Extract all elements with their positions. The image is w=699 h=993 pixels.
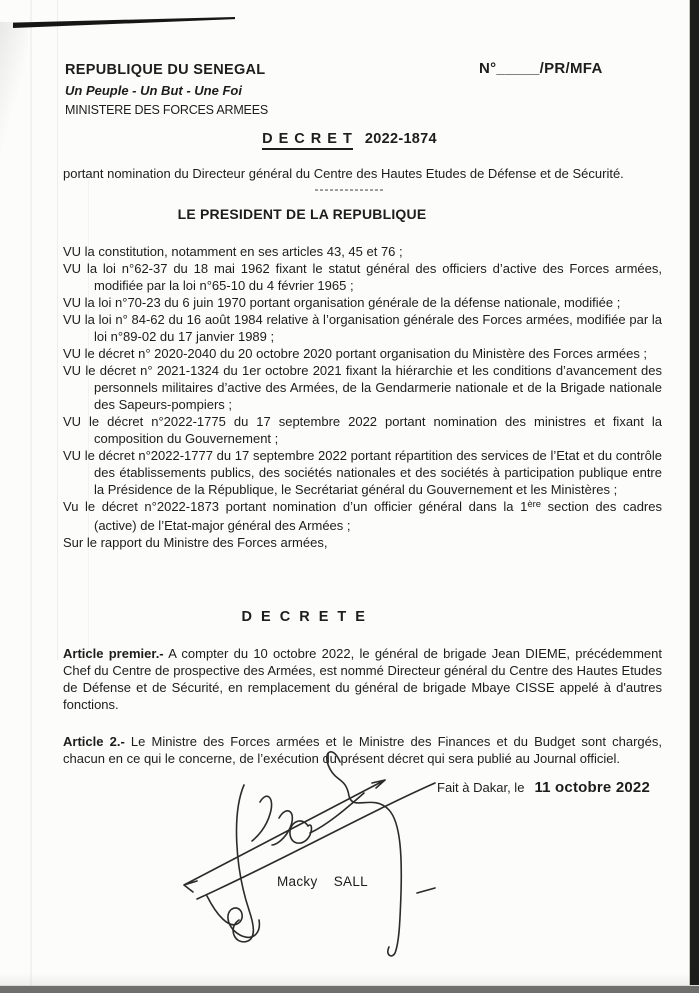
visa-item: VU la constitution, notamment en ses articles 43, 45 et 76 ; [63, 244, 403, 259]
dateline [437, 779, 650, 796]
visa-text-before: Vu le décret n°2022-1873 portant nomination d’un officier général dans la 1 [63, 499, 528, 514]
visa-item: VU le décret n° 2020-2040 du 20 octobre 2020 portant organisation du Ministère des Forces armées ; [63, 346, 648, 361]
ministry-name: MINISTERE DES FORCES ARMEES [65, 103, 268, 117]
decree-word: D E C R E T [262, 131, 353, 150]
handwritten-signature [127, 738, 467, 991]
signatory-name: Macky SALL [277, 874, 368, 889]
article-premier-text: A compter du 10 octobre 2022, le général de brigade Jean DIEME, précédemment Chef du Centre de prospective des Armées, est nommé Directeur général du Centre des Hautes Etudes de Défense et de Sécurité, en remplacement du général de brigade Mbaye CISSE appelé à d'autres fonctions. [63, 646, 662, 712]
signature-stroke [272, 811, 292, 845]
scan-right-edge-shadow [689, 0, 699, 993]
decrete-heading: D E C R E T E [241, 609, 368, 625]
republic-title: REPUBLIQUE DU SENEGAL [65, 62, 266, 78]
article-2-text: Le Ministre des Forces armées et le Ministre des Finances et du Budget sont chargés, chacun en ce qui le concerne, de l’exécution du présent décret qui sera publié au Journal officiel. [63, 734, 662, 766]
letterhead [65, 62, 268, 119]
scan-top-edge-mark [13, 16, 235, 28]
visa-item: VU le décret n° 2021-1324 du 1er octobre 2021 fixant la hiérarchie et les conditions d’avancement des personnels militaires d’active des Armées, de la Gendarmerie nationale et de la Brigade nationale des Sapeurs-pompiers ; [63, 363, 662, 412]
signature-stroke [233, 785, 253, 942]
visa-item: VU la loi n° 84-62 du 16 août 1984 relative à l’organisation générale des Forces armées, modifiée par la loi n°89-02 du 17 janvier 1989 ; [63, 312, 662, 344]
article-premier [63, 645, 662, 713]
dateline-prefix: Fait à Dakar, le [437, 780, 525, 795]
dateline-date: 11 octobre 2022 [534, 779, 651, 796]
decree-title [0, 131, 699, 148]
decree-reference-number: N°_____/PR/MFA [479, 60, 603, 77]
report-line: Sur le rapport du Ministre des Forces armées, [63, 535, 328, 550]
dashed-separator: -------------- [314, 182, 385, 196]
paper-fold-line [57, 0, 58, 660]
signature-stroke [417, 888, 435, 893]
signature-stroke [327, 752, 402, 956]
visa-list [63, 243, 662, 551]
visa-item [63, 498, 662, 534]
ordinal-superscript: ère [527, 499, 542, 510]
national-motto: Un Peuple - Un But - Une Foi [65, 83, 242, 98]
visa-item: VU la loi n°70-23 du 6 juin 1970 portant organisation générale de la défense nationale, modifiée ; [63, 295, 621, 310]
article-2-label: Article 2.- [63, 734, 125, 749]
president-heading: LE PRESIDENT DE LA REPUBLIQUE [177, 206, 427, 222]
visa-item: VU le décret n°2022-1777 du 17 septembre 2022 portant répartition des services de l’Etat et du contrôle des établissements publics, des sociétés nationales et des sociétés à participation publique entre la Présidence de la République, le Secrétariat général du Gouvernement et les Ministères ; [63, 448, 662, 497]
visa-text-after: section des cadres (active) de l’Etat-major général des Armées ; [94, 499, 662, 533]
decree-subject: portant nomination du Directeur général du Centre des Hautes Etudes de Défense et de Sécurité. [63, 166, 624, 181]
signature-stroke [252, 796, 272, 841]
paper-fold-line [30, 0, 32, 993]
article-premier-label: Article premier.- [63, 646, 164, 661]
decree-number: 2022-1874 [364, 131, 437, 147]
visa-item: VU la loi n°62-37 du 18 mai 1962 fixant le statut général des officiers d’active des Forces armées, modifiée par la loi n°65-10 du 4 février 1965 ; [63, 261, 662, 293]
visa-item: VU le décret n°2022-1775 du 17 septembre 2022 portant nomination des ministres et fixant la composition du Gouvernement ; [63, 414, 662, 446]
